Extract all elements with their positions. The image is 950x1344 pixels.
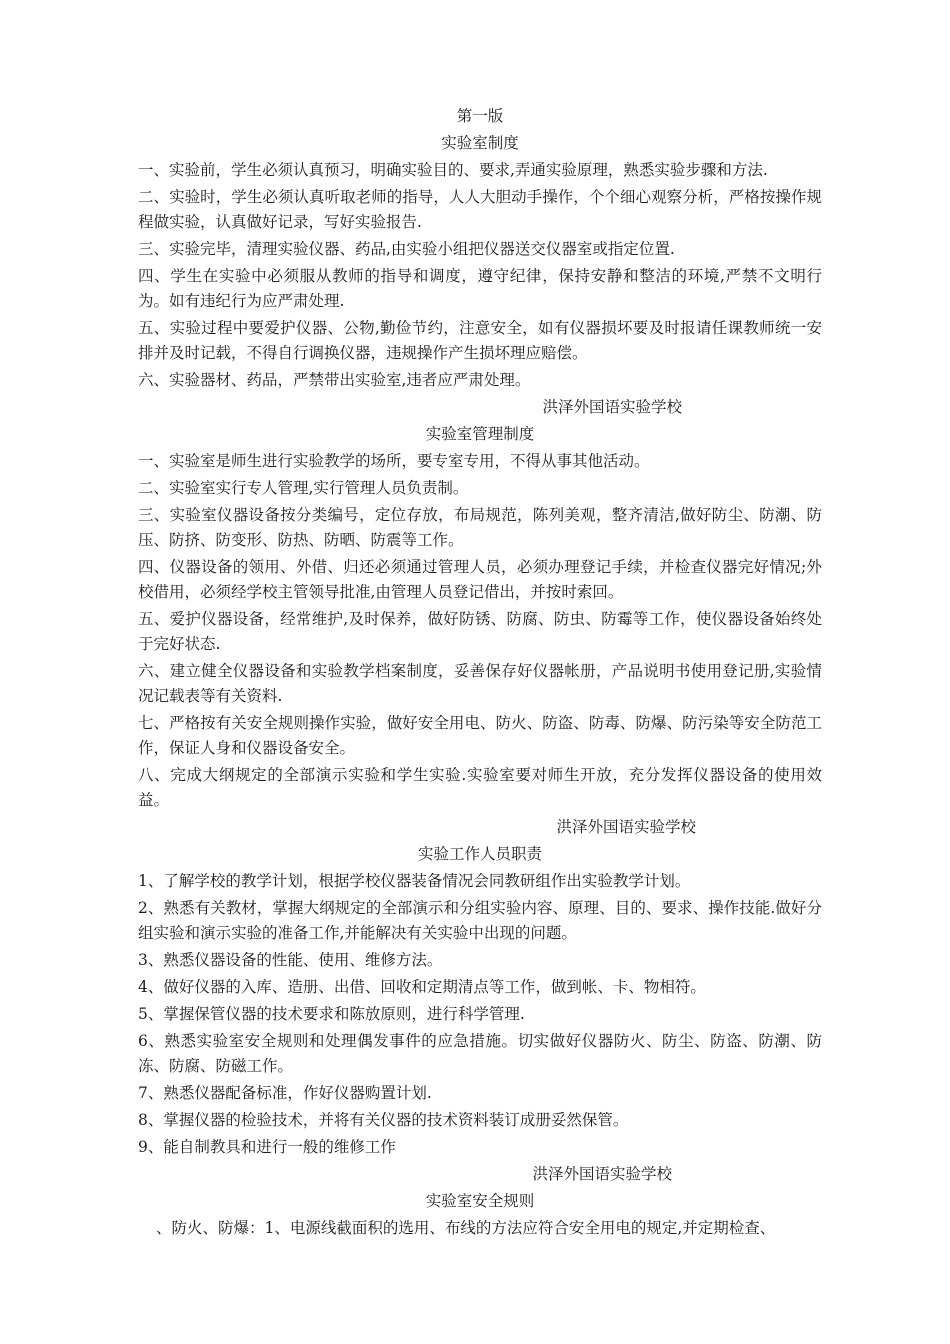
document-page: [138, 104, 822, 1243]
management-rule-2: 二、实验室实行专人管理,实行管理人员负责制。: [138, 479, 469, 497]
management-rule-6: 六、建立健全仪器设备和实验教学档案制度，妥善保存好仪器帐册，产品说明书使用登记册,实验情况记载表等有关资料.: [138, 662, 822, 705]
duty-6: 6、熟悉实验室安全规则和处理偶发事件的应急措施。切实做好仪器防火、防尘、防盗、防潮、防冻、防腐、防磁工作。: [138, 1032, 822, 1075]
section-title-safety-rules: 实验室安全规则: [425, 1192, 535, 1210]
duty-4: 4、做好仪器的入库、造册、出借、回收和定期清点等工作，做到帐、卡、物相符。: [138, 978, 706, 996]
version-label: 第一版: [456, 107, 504, 125]
management-rule-7: 七、严格按有关安全规则操作实验，做好安全用电、防火、防盗、防毒、防爆、防污染等安全防范工作，保证人身和仪器设备安全。: [138, 714, 822, 757]
lab-rule-2: 二、实验时，学生必须认真听取老师的指导，人人大胆动手操作，个个细心观察分析，严格按操作规程做实验，认真做好记录，写好实验报告.: [138, 188, 822, 231]
signature-school: 洪泽外国语实验学校: [532, 1165, 672, 1183]
signature-school: 洪泽外国语实验学校: [542, 398, 682, 416]
duty-3: 3、熟悉仪器设备的性能、使用、维修方法。: [138, 951, 443, 969]
management-rule-5: 五、爱护仪器设备，经常维护,及时保养，做好防锈、防腐、防虫、防霉等工作，使仪器设备始终处于完好状态.: [138, 610, 822, 653]
lab-rule-1: 一、实验前，学生必须认真预习，明确实验目的、要求,弄通实验原理，熟悉实验步骤和方法.: [138, 161, 768, 179]
lab-rule-4: 四、学生在实验中必须服从教师的指导和调度，遵守纪律，保持安静和整洁的环境,严禁不文明行为。如有违纪行为应严肃处理.: [138, 267, 822, 310]
duty-5: 5、掌握保管仪器的技术要求和陈放原则，进行科学管理.: [138, 1005, 525, 1023]
section-title-lab-management: 实验室管理制度: [425, 425, 535, 443]
duty-9: 9、能自制教具和进行一般的维修工作: [138, 1138, 396, 1156]
lab-rule-6: 六、实验器材、药品，严禁带出实验室,违者应严肃处理。: [138, 371, 531, 389]
lab-rule-3: 三、实验完毕，清理实验仪器、药品,由实验小组把仪器送交仪器室或指定位置.: [138, 240, 675, 258]
duty-1: 1、了解学校的教学计划，根据学校仪器装备情况会同教研组作出实验教学计划。: [138, 872, 691, 890]
safety-rule-line: 、防火、防爆：1、电源线截面积的选用、布线的方法应符合安全用电的规定,并定期检查、: [156, 1219, 776, 1237]
management-rule-4: 四、仪器设备的领用、外借、归还必须通过管理人员，必须办理登记手续，并检查仪器完好情况;外校借用，必须经学校主管领导批准,由管理人员登记借出，并按时索回。: [138, 558, 822, 601]
section-title-lab-rules: 实验室制度: [441, 134, 519, 152]
duty-2: 2、熟悉有关教材，掌握大纲规定的全部演示和分组实验内容、原理、目的、要求、操作技能.做好分组实验和演示实验的准备工作,并能解决有关实验中出现的问题。: [138, 899, 822, 942]
section-title-staff-duties: 实验工作人员职责: [417, 845, 542, 863]
duty-8: 8、掌握仪器的检验技术，并将有关仪器的技术资料装订成册妥然保管。: [138, 1111, 629, 1129]
duty-7: 7、熟悉仪器配备标准，作好仪器购置计划.: [138, 1084, 432, 1102]
signature-school: 洪泽外国语实验学校: [556, 818, 696, 836]
management-rule-3: 三、实验室仪器设备按分类编号，定位存放，布局规范，陈列美观，整齐清洁,做好防尘、防潮、防压、防挤、防变形、防热、防晒、防震等工作。: [138, 506, 822, 549]
management-rule-8: 八、完成大纲规定的全部演示实验和学生实验.实验室要对师生开放，充分发挥仪器设备的使用效益。: [138, 766, 822, 809]
management-rule-1: 一、实验室是师生进行实验教学的场所，要专室专用，不得从事其他活动。: [138, 452, 650, 470]
lab-rule-5: 五、实验过程中要爱护仪器、公物,勤俭节约，注意安全，如有仪器损坏要及时报请任课教师统一安排并及时记载，不得自行调换仪器，违规操作产生损坏理应赔偿。: [138, 319, 822, 362]
